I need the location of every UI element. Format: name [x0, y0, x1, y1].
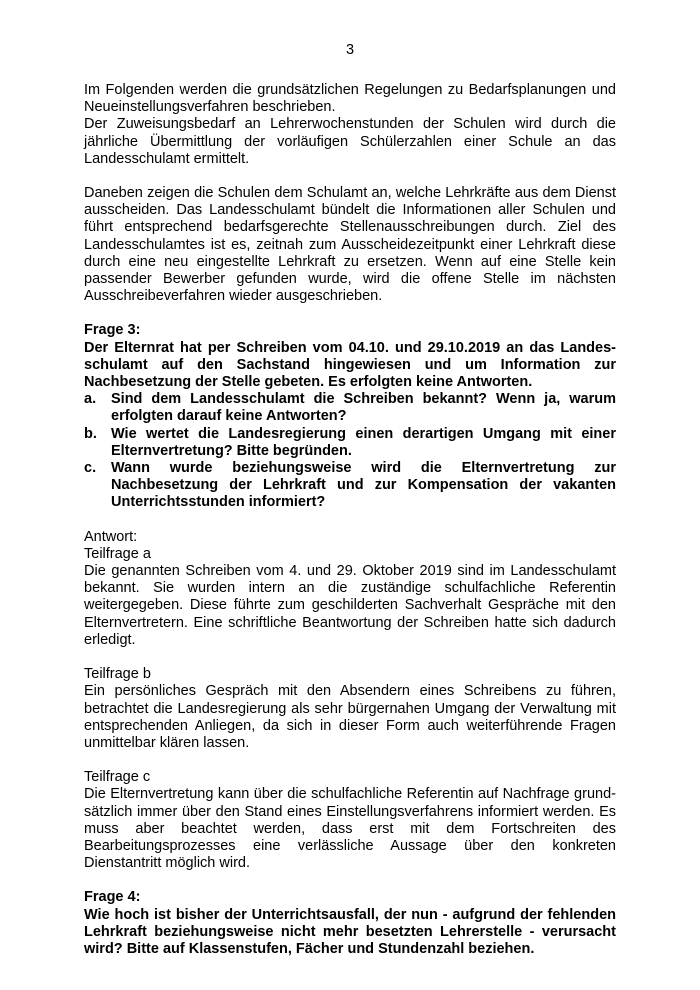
subquestion-text: Wie wertet die Landesregierung einen derartigen Umgang mit einer Elternvertretung? Bitte begründen. — [111, 425, 616, 459]
teilfrage-c-text: Die Elternvertretung kann über die schulfachliche Referentin auf Nachfrage grundsätzlich immer über den Stand eines Einstellungsverfahrens informiert werden. Es muss aber beachtet werden, dass erst mit dem Fortschreiten des Bearbeitungsprozesses eine verlässliche Aussage über den konkreten Dienstantritt möglich wird. — [84, 786, 616, 872]
subquestion-c — [84, 460, 616, 512]
subquestion-text: Wann wurde beziehungsweise wird die Elternvertretung zur Nachbesetzung der Lehrkraft und zur Kompensation der vakanten Unterrichtsstunden informiert? — [111, 460, 616, 511]
teilfrage-c-label: Teilfrage c — [84, 769, 151, 786]
teilfrage-a-text: Die genannten Schreiben vom 4. und 29. Oktober 2019 sind im Landesschulamt bekannt. Sie wurden intern an die zuständige schulfachliche Referentin weitergegeben. Diese führte zum geschilderten Sachverhalt Gespräche mit den Elternvertretern. Eine schriftliche Beantwortung der Schreiben hatte sich dadurch erledigt. — [84, 563, 616, 648]
teilfrage-b-label: Teilfrage b — [84, 666, 151, 683]
document-body — [84, 82, 616, 958]
intro-paragraph-3: Daneben zeigen die Schulen dem Schulamt an, welche Lehrkräfte aus dem Dienst ausscheiden. Das Landesschulamt bündelt die Informationen aller Schulen und führt entsprechend bedarfsgerechte Stellenausschreibungen durch. Ziel des Landesschulamtes ist es, zeitnah zum Ausscheidezeitpunkt einer Lehrkraft diese durch eine neu eingestellte Lehrkraft zu ersetzen. Wenn auf eine Stelle kein passender Bewerber gefunden wurde, wird die offene Stelle im nächsten Ausschreibeverfahren wieder ausgeschrieben. — [84, 185, 616, 305]
frage-3-subquestions — [84, 391, 616, 511]
antwort-label: Antwort: — [84, 528, 138, 545]
teilfrage-b-text: Ein persönliches Gespräch mit den Absendern eines Schreibens zu führen, betrachtet die Landesregierung als sehr bürgernahen Umgang der Verwaltung mit entsprechenden Anliegen, da sich in dieser Form auch weiterführende Fragen unmittelbar klären lassen. — [84, 683, 616, 751]
frage-4-text: Wie hoch ist bisher der Unterrichtsausfall, der nun - aufgrund der fehlenden Lehrkraft beziehungsweise nicht mehr besetzten Lehrerstelle - verursacht wird? Bitte auf Klassenstufen, Fächer und Stundenzahl beziehen. — [84, 906, 616, 957]
intro-paragraph-1: Im Folgenden werden die grundsätzlichen Regelungen zu Bedarfsplanungen und Neueinstellungsverfahren beschrieben. — [84, 82, 616, 116]
subquestion-text: Sind dem Landesschulamt die Schreiben bekannt? Wenn ja, warum erfolgten darauf keine Antworten? — [111, 391, 616, 425]
subquestion-marker: c. — [84, 460, 97, 477]
subquestion-marker: b. — [84, 425, 97, 442]
intro-paragraph-2: Der Zuweisungsbedarf an Lehrerwochenstunden der Schulen wird durch die jährliche Übermittlung der vorläufigen Schülerzahlen einer Schule an das Landesschulamt ermittelt. — [84, 116, 616, 167]
teilfrage-a-label: Teilfrage a — [84, 545, 151, 562]
page-number: 3 — [345, 42, 355, 58]
frage-4-heading: Frage 4: — [84, 889, 141, 906]
frage-3-text: Der Elternrat hat per Schreiben vom 04.10. und 29.10.2019 an das Landesschulamt auf den Sachstand hingewiesen und um Information zur Nachbesetzung der Stelle gebeten. Es erfolgten keine Antworten. — [84, 339, 616, 391]
frage-3-heading: Frage 3: — [84, 322, 141, 339]
subquestion-b — [84, 426, 616, 460]
subquestion-marker: a. — [84, 391, 97, 408]
subquestion-a — [84, 391, 616, 425]
